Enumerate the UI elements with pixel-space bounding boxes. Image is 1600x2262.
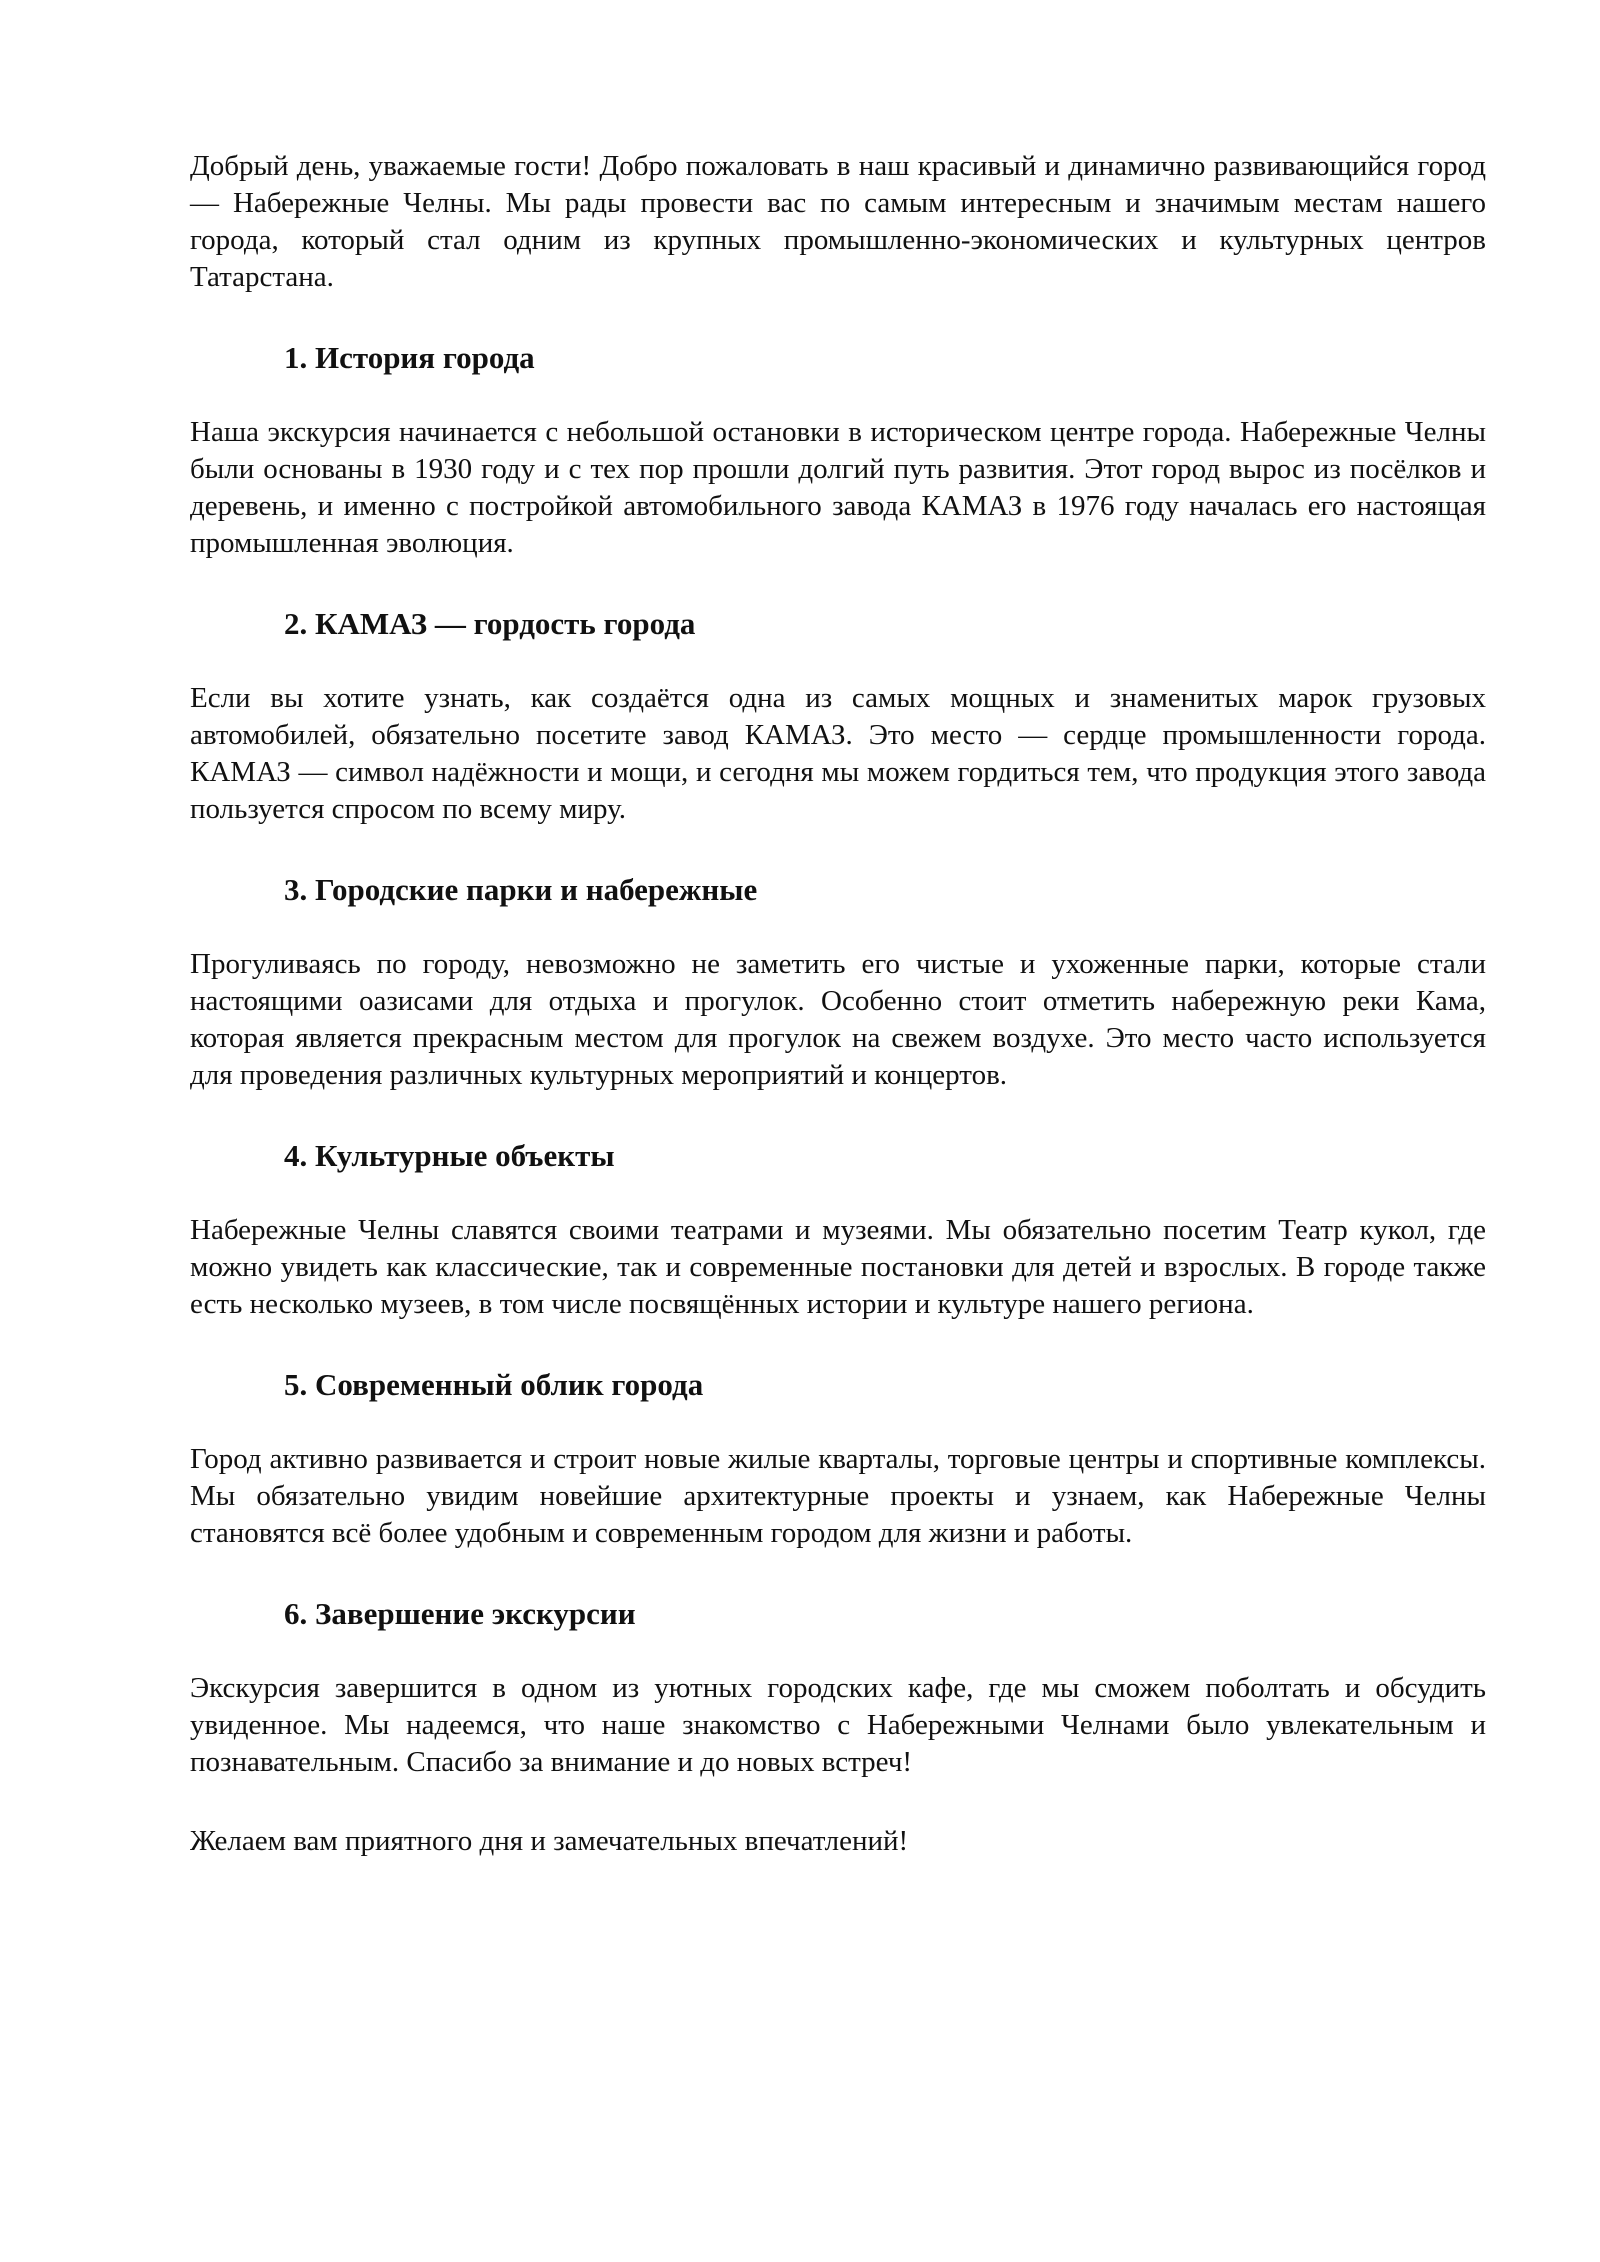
section-text-ending: Экскурсия завершится в одном из уютных городских кафе, где мы сможем поболтать и обсудить увиденное. Мы надеемся, что наше знакомство с Набережными Челнами было увлекательным и познавательным. Спасибо за внимание и до новых встреч! [190,1672,1486,1778]
section-heading-kamaz: 2. КАМАЗ — гордость города [284,606,696,641]
section-text-culture: Набережные Челны славятся своими театрами и музеями. Мы обязательно посетим Театр кукол, где можно увидеть как классические, так и современные постановки для детей и взрослых. В городе также есть несколько музеев, в том числе посвящённых истории и культуре нашего региона. [190,1214,1486,1320]
section-heading-ending: 6. Завершение экскурсии [284,1596,636,1631]
document-page [190,148,1486,1860]
section-heading-culture: 4. Культурные объекты [284,1138,615,1173]
section-text-kamaz: Если вы хотите узнать, как создаётся одна из самых мощных и знаменитых марок грузовых автомобилей, обязательно посетите завод КАМАЗ. Это место — сердце промышленности города. КАМАЗ — символ надёжности и мощи, и сегодня мы можем гордиться тем, что продукция этого завода пользуется спросом по всему миру. [190,682,1486,825]
section-heading-modern: 5. Современный облик города [284,1367,704,1402]
section-heading-parks: 3. Городские парки и набережные [284,872,758,907]
closing-paragraph: Желаем вам приятного дня и замечательных впечатлений! [190,1825,909,1857]
section-text-parks: Прогуливаясь по городу, невозможно не заметить его чистые и ухоженные парки, которые стали настоящими оазисами для отдыха и прогулок. Особенно стоит отметить набережную реки Кама, которая является прекрасным местом для прогулок на свежем воздухе. Это место часто используется для проведения различных культурных мероприятий и концертов. [190,948,1486,1091]
section-text-modern: Город активно развивается и строит новые жилые кварталы, торговые центры и спортивные комплексы. Мы обязательно увидим новейшие архитектурные проекты и узнаем, как Набережные Челны становятся всё более удобным и современным городом для жизни и работы. [190,1443,1486,1549]
section-heading-history: 1. История города [284,340,535,375]
intro-paragraph: Добрый день, уважаемые гости! Добро пожаловать в наш красивый и динамично развивающийся город — Набережные Челны. Мы рады провести вас по самым интересным и значимым местам нашего города, который стал одним из крупных промышленно-экономических и культурных центров Татарстана. [190,150,1486,293]
section-text-history: Наша экскурсия начинается с небольшой остановки в историческом центре города. Набережные Челны были основаны в 1930 году и с тех пор прошли долгий путь развития. Этот город вырос из посёлков и деревень, и именно с постройкой автомобильного завода КАМАЗ в 1976 году началась его настоящая промышленная эволюция. [190,416,1486,559]
